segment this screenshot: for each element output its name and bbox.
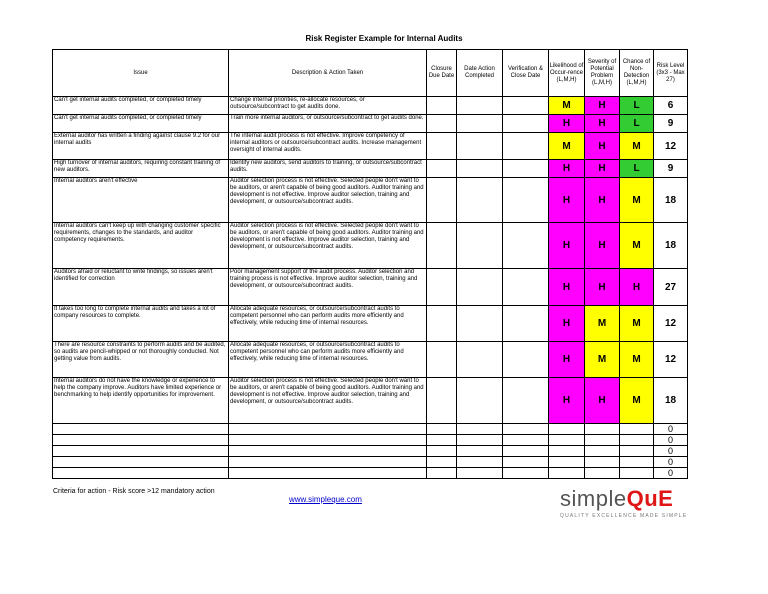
empty-cell[interactable] (53, 424, 229, 435)
likelihood-rating: H (549, 306, 585, 342)
header-non-detection: Chance of Non-Detection (L,M,H) (620, 50, 654, 97)
risk-score: 0 (654, 435, 688, 446)
empty-cell[interactable] (585, 435, 620, 446)
action-date-cell[interactable] (457, 178, 503, 223)
table-row (53, 160, 688, 178)
verification-cell[interactable] (503, 223, 549, 269)
issue-cell: Internal auditors can't keep up with changing customer specific requirements, changes to the standards, and auditor competency requirements. (53, 223, 229, 269)
likelihood-rating: M (549, 133, 585, 160)
severity-rating: H (585, 178, 620, 223)
closure-cell[interactable] (427, 97, 457, 115)
description-cell: Poor management support of the audit process. Auditor selection and training process is not effective. Improve auditor selection, training and development, or outsource/subcontract audits. (229, 269, 427, 306)
empty-cell[interactable] (229, 446, 427, 457)
header-issue: Issue (53, 50, 229, 97)
likelihood-rating: M (549, 97, 585, 115)
header-risk-level: Risk Level (3x3 - Max 27) (654, 50, 688, 97)
risk-register-table (52, 49, 688, 479)
empty-row (53, 457, 688, 468)
likelihood-rating: H (549, 115, 585, 133)
table-row (53, 178, 688, 223)
header-verification-close-date: Verification & Close Date (503, 50, 549, 97)
header-date-action-completed: Date Action Completed (457, 50, 503, 97)
closure-cell[interactable] (427, 223, 457, 269)
empty-cell[interactable] (620, 457, 654, 468)
action-date-cell[interactable] (457, 97, 503, 115)
action-date-cell[interactable] (457, 306, 503, 342)
table-row (53, 115, 688, 133)
empty-cell[interactable] (503, 435, 549, 446)
risk-score: 0 (654, 457, 688, 468)
header-closure-due-date: Closure Due Date (427, 50, 457, 97)
empty-cell[interactable] (549, 446, 585, 457)
closure-cell[interactable] (427, 378, 457, 424)
action-date-cell[interactable] (457, 115, 503, 133)
detection-rating: M (620, 223, 654, 269)
empty-cell[interactable] (427, 468, 457, 479)
risk-score: 0 (654, 424, 688, 435)
severity-rating: H (585, 223, 620, 269)
verification-cell[interactable] (503, 178, 549, 223)
detection-rating: H (620, 269, 654, 306)
header-description: Description & Action Taken (229, 50, 427, 97)
criteria-footnote: Criteria for action - Risk score >12 mandatory action (53, 488, 215, 495)
issue-cell: Internal auditors do not have the knowledge or experience to help the company improve. Auditors have limited experience or benchmarking to help identify opportunities for improvement. (53, 378, 229, 424)
risk-score: 27 (654, 269, 688, 306)
empty-row (53, 424, 688, 435)
description-cell: Allocate adequate resources, or outsource/subcontract audits to competent personnel who can perform audits more efficiently and effectively, while reducing time of internal resources. (229, 306, 427, 342)
empty-cell[interactable] (53, 435, 229, 446)
empty-cell[interactable] (457, 424, 503, 435)
logo-tagline: QUALITY EXCELLENCE MADE SIMPLE (560, 513, 688, 519)
likelihood-rating: H (549, 160, 585, 178)
empty-cell[interactable] (585, 424, 620, 435)
detection-rating: M (620, 133, 654, 160)
empty-cell[interactable] (427, 457, 457, 468)
table-row (53, 378, 688, 424)
empty-cell[interactable] (457, 446, 503, 457)
empty-cell[interactable] (503, 446, 549, 457)
table-row (53, 306, 688, 342)
empty-cell[interactable] (585, 446, 620, 457)
verification-cell[interactable] (503, 342, 549, 378)
verification-cell[interactable] (503, 306, 549, 342)
description-cell: Train more internal auditors, or outsource/subcontract to get audits done. (229, 115, 427, 133)
header-likelihood: Likelihood of Occur-rence (L,M,H) (549, 50, 585, 97)
empty-row (53, 446, 688, 457)
verification-cell[interactable] (503, 378, 549, 424)
severity-rating: M (585, 306, 620, 342)
likelihood-rating: H (549, 342, 585, 378)
description-cell: The internal audit process is not effective. Improve competency of internal auditors or outsource/subcontract audits. Increase management oversight of internal audits. (229, 133, 427, 160)
empty-row (53, 468, 688, 479)
severity-rating: H (585, 160, 620, 178)
empty-cell[interactable] (549, 424, 585, 435)
closure-cell[interactable] (427, 178, 457, 223)
logo-word-b: QuE (626, 486, 674, 511)
risk-score: 18 (654, 378, 688, 424)
simpleque-logo (560, 488, 700, 519)
logo-wordmark (560, 488, 700, 510)
table-row (53, 133, 688, 160)
issue-cell: External auditor has written a finding against clause 9.2 for our internal audits (53, 133, 229, 160)
empty-cell[interactable] (503, 468, 549, 479)
verification-cell[interactable] (503, 115, 549, 133)
issue-cell: Internal auditors aren't effective (53, 178, 229, 223)
likelihood-rating: H (549, 223, 585, 269)
severity-rating: M (585, 342, 620, 378)
description-cell: Change internal priorities, re-allocate resources, or outsource/subcontract to get audits done. (229, 97, 427, 115)
empty-cell[interactable] (229, 424, 427, 435)
empty-cell[interactable] (549, 468, 585, 479)
risk-score: 0 (654, 446, 688, 457)
empty-cell[interactable] (229, 468, 427, 479)
closure-cell[interactable] (427, 160, 457, 178)
empty-cell[interactable] (620, 446, 654, 457)
detection-rating: M (620, 306, 654, 342)
logo-word-a: simple (560, 486, 627, 511)
empty-cell[interactable] (457, 457, 503, 468)
detection-rating: M (620, 342, 654, 378)
website-link[interactable]: www.simpleque.com (289, 495, 362, 504)
detection-rating: L (620, 160, 654, 178)
severity-rating: H (585, 269, 620, 306)
table-row (53, 223, 688, 269)
empty-cell[interactable] (503, 457, 549, 468)
empty-cell[interactable] (427, 435, 457, 446)
empty-cell[interactable] (549, 435, 585, 446)
empty-cell[interactable] (585, 457, 620, 468)
likelihood-rating: H (549, 178, 585, 223)
issue-cell: There are resource constraints to perform audits and be audited, so audits are pencil-whipped or not thoroughly conducted. Not getting value from audits. (53, 342, 229, 378)
action-date-cell[interactable] (457, 160, 503, 178)
severity-rating: H (585, 378, 620, 424)
empty-cell[interactable] (229, 457, 427, 468)
verification-cell[interactable] (503, 97, 549, 115)
header-row (53, 50, 688, 97)
risk-score: 18 (654, 178, 688, 223)
empty-cell[interactable] (53, 468, 229, 479)
severity-rating: H (585, 115, 620, 133)
empty-row (53, 435, 688, 446)
description-cell: Identify new auditors, send auditors to training, or outsource/subcontract audits. (229, 160, 427, 178)
description-cell: Auditor selection process is not effective. Selected people don't want to be auditors, or aren't capable of being good auditors. Auditor training and development is not effective. Improve auditor selection, training and development, or outsource/subcontract audits. (229, 378, 427, 424)
empty-cell[interactable] (585, 468, 620, 479)
page-title: Risk Register Example for Internal Audits (305, 34, 463, 43)
issue-cell: It takes too long to complete internal audits and takes a lot of company resources to complete. (53, 306, 229, 342)
description-cell: Auditor selection process is not effective. Selected people don't want to be auditors, or aren't capable of being good auditors. Auditor training and development is not effective. Improve auditor selection, training and development, or outsource/subcontract audits. (229, 178, 427, 223)
severity-rating: H (585, 97, 620, 115)
empty-cell[interactable] (229, 435, 427, 446)
likelihood-rating: H (549, 378, 585, 424)
empty-cell[interactable] (53, 457, 229, 468)
empty-cell[interactable] (53, 446, 229, 457)
action-date-cell[interactable] (457, 223, 503, 269)
empty-cell[interactable] (427, 446, 457, 457)
detection-rating: M (620, 378, 654, 424)
header-severity: Severity of Potential Problem (L,M,H) (585, 50, 620, 97)
issue-cell: Can't get internal audits completed, or completed timely (53, 115, 229, 133)
closure-cell[interactable] (427, 115, 457, 133)
empty-cell[interactable] (549, 457, 585, 468)
description-cell: Auditor selection process is not effective. Selected people don't want to be auditors, or aren't capable of being good auditors. Auditor training and development is not effective. Improve auditor selection, training and development, or outsource/subcontract audits. (229, 223, 427, 269)
empty-cell[interactable] (620, 468, 654, 479)
verification-cell[interactable] (503, 133, 549, 160)
risk-score: 12 (654, 133, 688, 160)
risk-score: 0 (654, 468, 688, 479)
detection-rating: M (620, 178, 654, 223)
risk-score: 9 (654, 160, 688, 178)
closure-cell[interactable] (427, 342, 457, 378)
empty-cell[interactable] (503, 424, 549, 435)
detection-rating: L (620, 97, 654, 115)
action-date-cell[interactable] (457, 269, 503, 306)
action-date-cell[interactable] (457, 133, 503, 160)
action-date-cell[interactable] (457, 378, 503, 424)
risk-score: 12 (654, 306, 688, 342)
detection-rating: L (620, 115, 654, 133)
verification-cell[interactable] (503, 160, 549, 178)
empty-cell[interactable] (457, 435, 503, 446)
empty-cell[interactable] (620, 435, 654, 446)
closure-cell[interactable] (427, 133, 457, 160)
issue-cell: High turnover of internal auditors, requiring constant training of new auditors. (53, 160, 229, 178)
risk-score: 12 (654, 342, 688, 378)
risk-score: 9 (654, 115, 688, 133)
table-row (53, 342, 688, 378)
risk-score: 18 (654, 223, 688, 269)
risk-score: 6 (654, 97, 688, 115)
description-cell: Allocate adequate resources, or outsource/subcontract audits to competent personnel who can perform audits more efficiently and effectively, while reducing time of internal resources. (229, 342, 427, 378)
closure-cell[interactable] (427, 306, 457, 342)
severity-rating: H (585, 133, 620, 160)
issue-cell: Can't get internal audits completed, or completed timely (53, 97, 229, 115)
verification-cell[interactable] (503, 269, 549, 306)
empty-cell[interactable] (457, 468, 503, 479)
closure-cell[interactable] (427, 269, 457, 306)
action-date-cell[interactable] (457, 342, 503, 378)
issue-cell: Auditors afraid or reluctant to write findings, so issues aren't identified for correction (53, 269, 229, 306)
likelihood-rating: H (549, 269, 585, 306)
empty-cell[interactable] (620, 424, 654, 435)
table-row (53, 97, 688, 115)
empty-cell[interactable] (427, 424, 457, 435)
table-row (53, 269, 688, 306)
